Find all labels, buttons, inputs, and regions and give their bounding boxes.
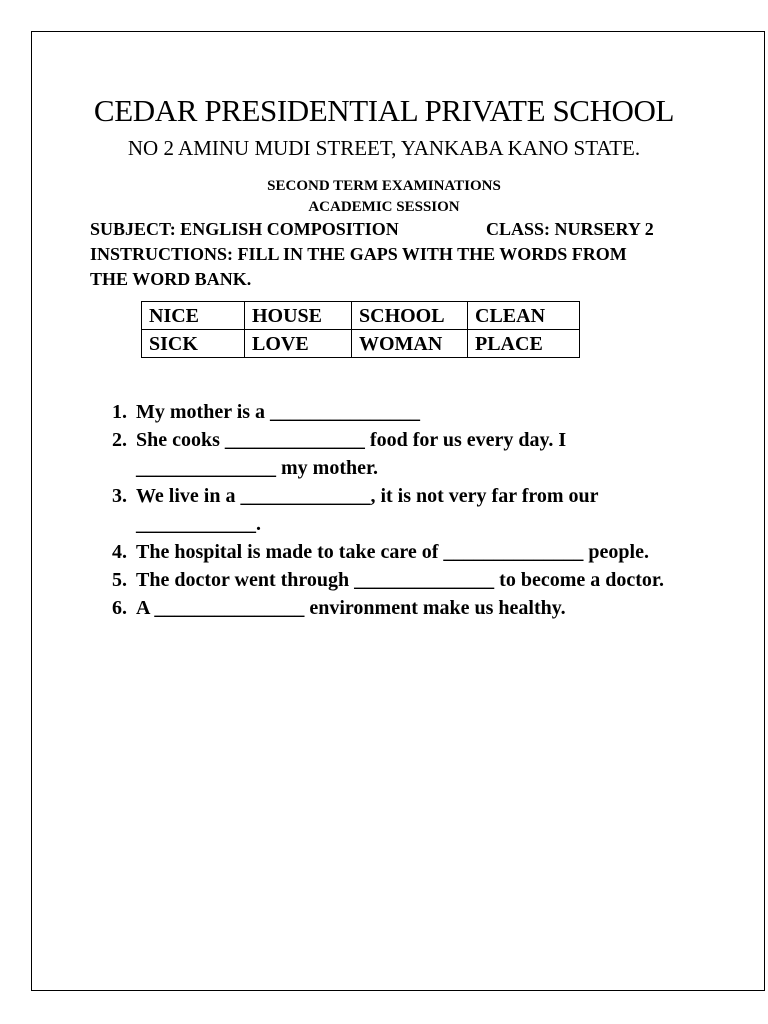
word-bank-cell: NICE — [142, 302, 245, 330]
question-item — [112, 398, 672, 426]
word-bank-cell: WOMAN — [352, 330, 468, 358]
question-number: 5. — [112, 569, 127, 591]
question-text: My mother is a _______________ — [136, 401, 421, 423]
question-list — [112, 398, 672, 622]
question-number: 4. — [112, 541, 127, 563]
class-label: CLASS: NURSERY 2 — [486, 219, 654, 239]
academic-session: ACADEMIC SESSION — [308, 199, 460, 215]
word-bank-cell: CLEAN — [468, 302, 580, 330]
word-bank-row — [142, 330, 580, 358]
question-item — [112, 426, 672, 482]
question-item — [112, 538, 672, 566]
question-number: 2. — [112, 429, 127, 451]
question-item — [112, 594, 672, 622]
word-bank-row — [142, 302, 580, 330]
word-bank-cell: PLACE — [468, 330, 580, 358]
school-address: NO 2 AMINU MUDI STREET, YANKABA KANO STATE. — [127, 136, 641, 160]
exam-title: SECOND TERM EXAMINATIONS — [267, 178, 501, 194]
word-bank-table — [141, 301, 580, 358]
question-item — [112, 482, 672, 538]
subject-label: SUBJECT: ENGLISH COMPOSITION — [90, 219, 399, 239]
word-bank-cell: HOUSE — [245, 302, 352, 330]
question-text: We live in a _____________, it is not very far from our ____________. — [136, 485, 599, 535]
instructions: INSTRUCTIONS: FILL IN THE GAPS WITH THE WORDS FROM THE WORD BANK. — [90, 244, 627, 289]
question-number: 3. — [112, 485, 127, 507]
question-text: The doctor went through ______________ to become a doctor. — [136, 569, 664, 591]
question-number: 1. — [112, 401, 127, 423]
question-number: 6. — [112, 597, 127, 619]
question-item — [112, 566, 672, 594]
school-name: CEDAR PRESIDENTIAL PRIVATE SCHOOL — [93, 93, 675, 128]
word-bank-cell: SCHOOL — [352, 302, 468, 330]
subject-class-line — [90, 218, 690, 240]
question-text: The hospital is made to take care of ______________ people. — [136, 541, 649, 563]
question-text: A _______________ environment make us healthy. — [136, 597, 566, 619]
word-bank-cell: LOVE — [245, 330, 352, 358]
word-bank-cell: SICK — [142, 330, 245, 358]
question-text: She cooks ______________ food for us every day. I ______________ my mother. — [136, 429, 567, 479]
